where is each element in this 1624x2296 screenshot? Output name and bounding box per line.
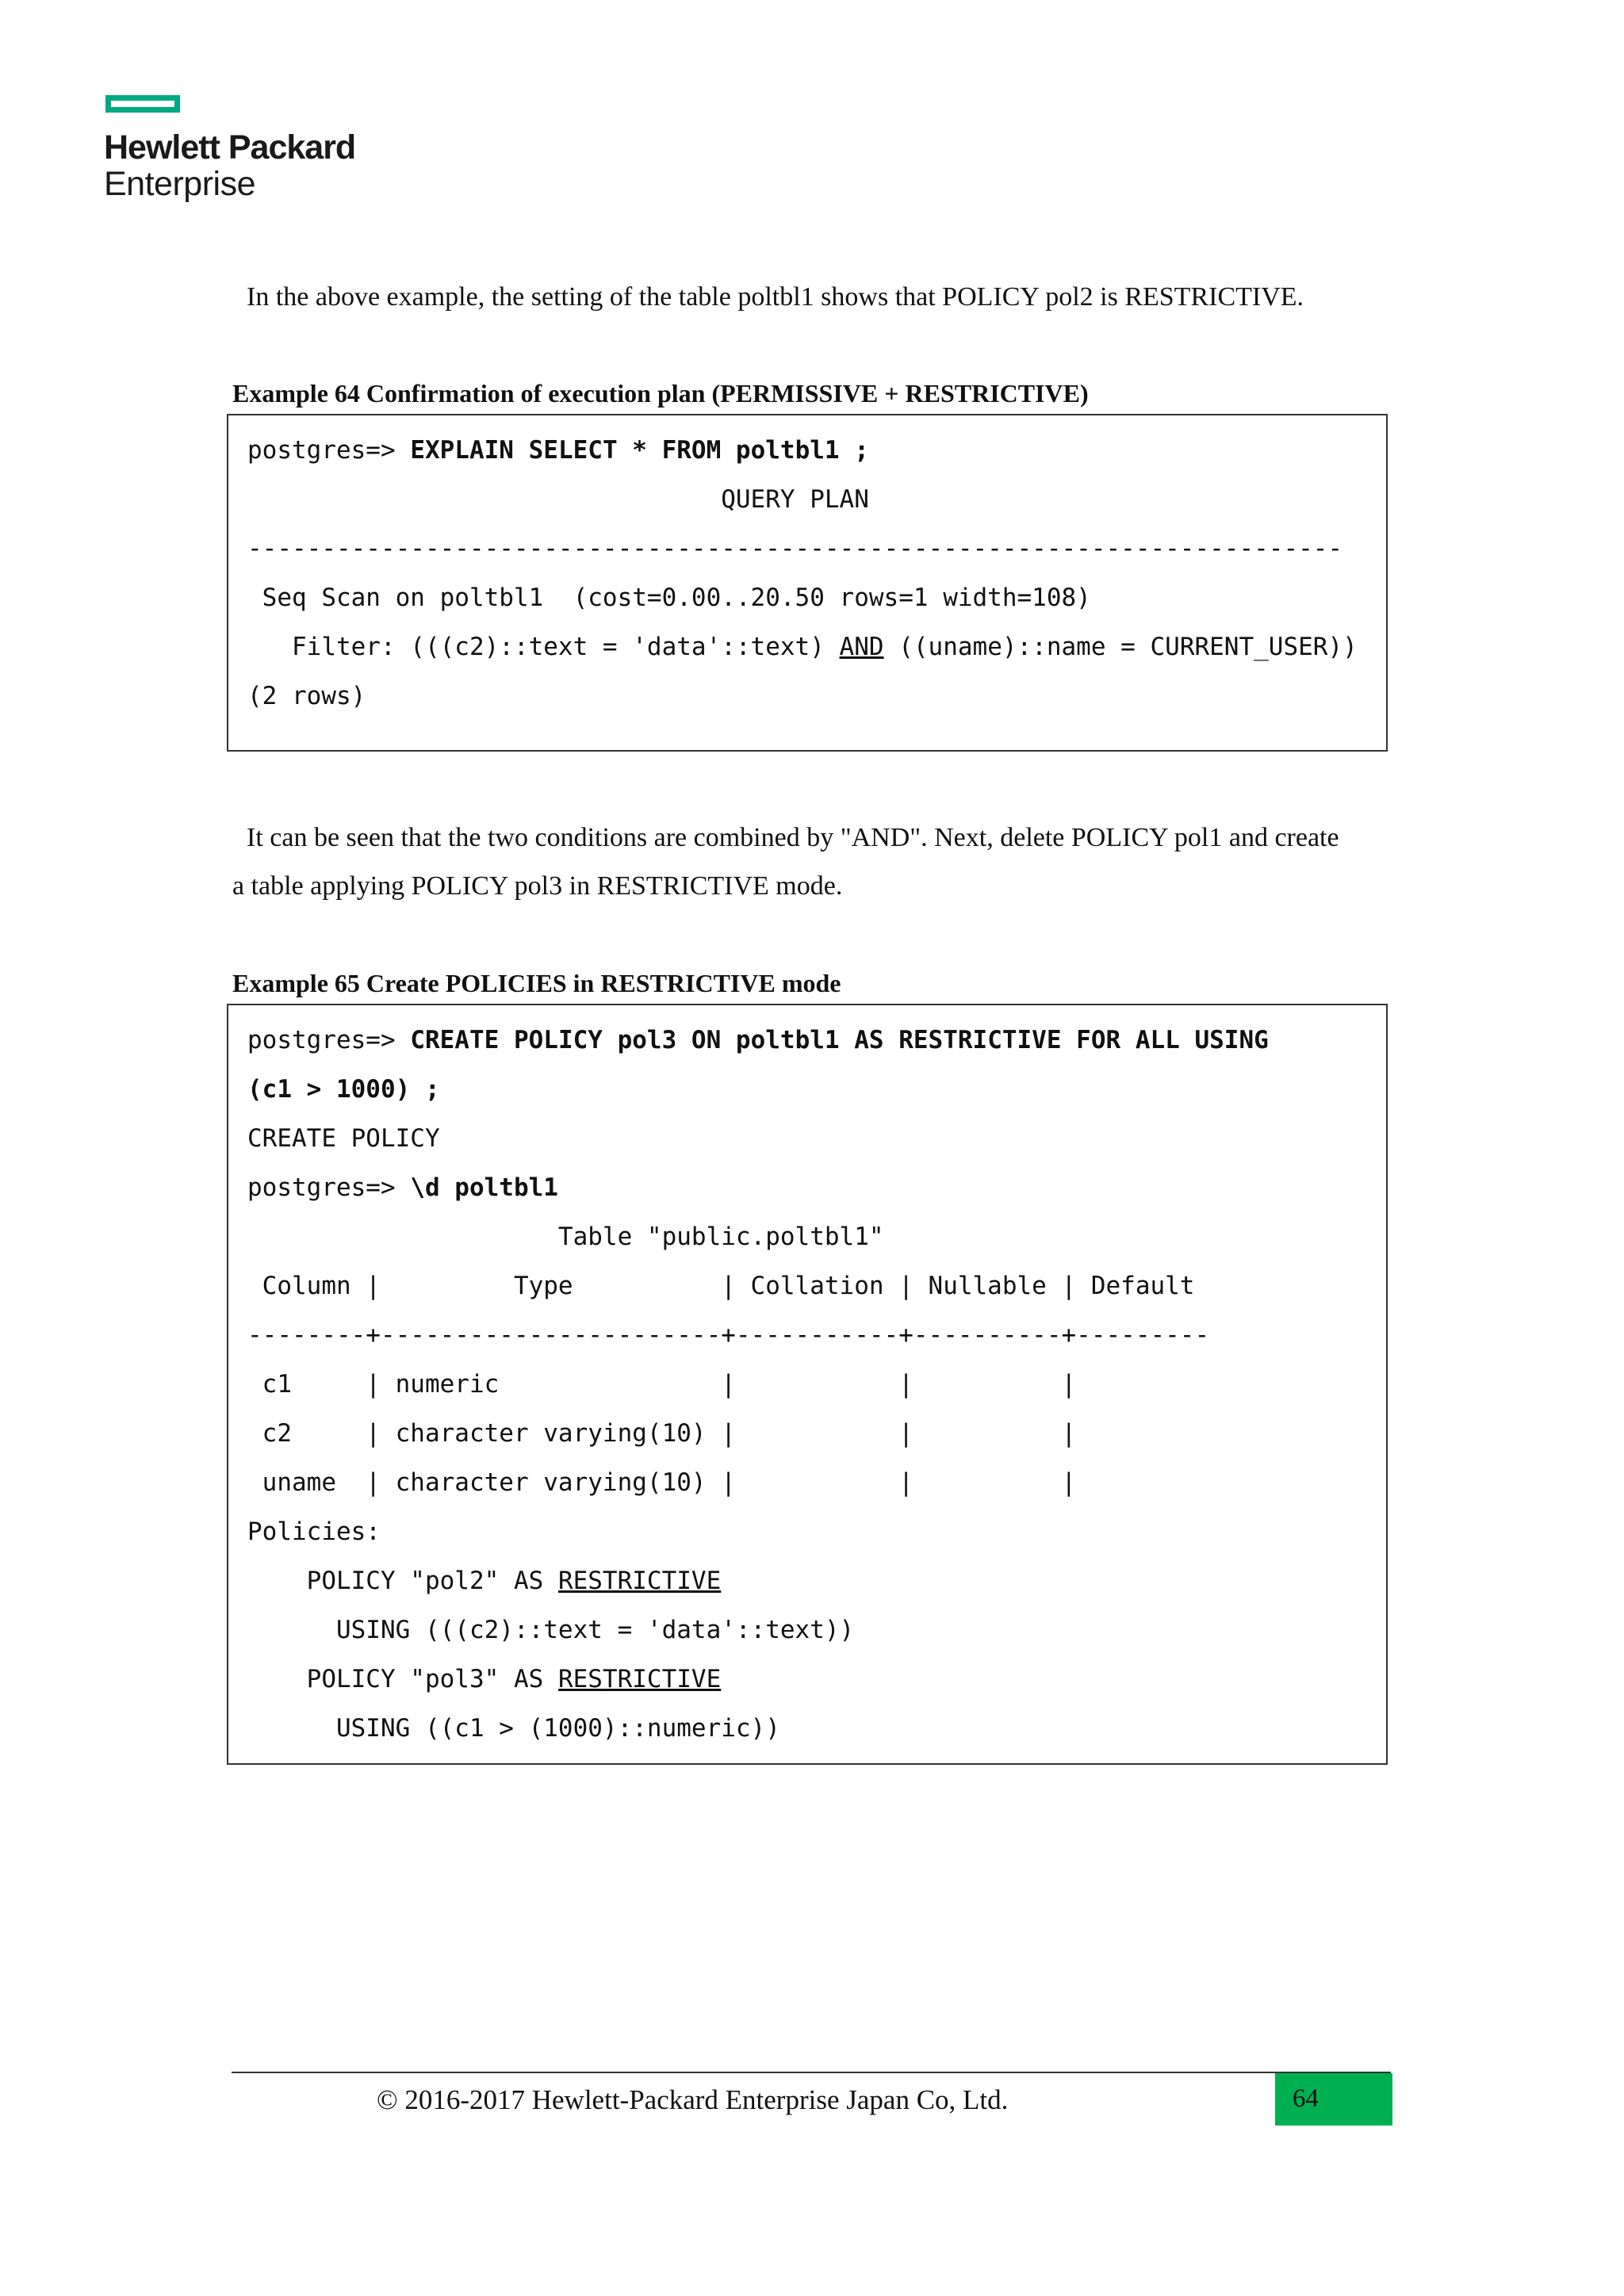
code-line: (c1 > 1000) ; bbox=[247, 1075, 440, 1104]
code-line: POLICY "pol3" AS RESTRICTIVE bbox=[247, 1665, 722, 1693]
code-line: POLICY "pol2" AS RESTRICTIVE bbox=[247, 1567, 722, 1595]
code-line: uname | character varying(10) | | | bbox=[247, 1468, 1077, 1497]
paragraph-2-line-1: It can be seen that the two conditions are combined by "AND". Next, delete POLICY pol1 and create bbox=[247, 823, 1339, 852]
example-64-caption: Example 64 Confirmation of execution plan (PERMISSIVE + RESTRICTIVE) bbox=[232, 379, 1089, 408]
code-line: postgres=> CREATE POLICY pol3 ON poltbl1 AS RESTRICTIVE FOR ALL USING bbox=[247, 1026, 1269, 1054]
example-64-code-box bbox=[227, 414, 1388, 752]
code-line: -------------------------------------------------------------------------- bbox=[247, 534, 1343, 563]
page-number: 64 bbox=[1293, 2084, 1319, 2113]
code-line: Table "public.poltbl1" bbox=[247, 1223, 884, 1251]
code-line: postgres=> \d poltbl1 bbox=[247, 1173, 558, 1202]
logo-line1: Hewlett Packard bbox=[104, 128, 356, 166]
code-line: CREATE POLICY bbox=[247, 1124, 440, 1153]
code-line: Filter: (((c2)::text = 'data'::text) AND ((uname)::name = CURRENT_USER)) bbox=[247, 633, 1358, 661]
hpe-logo-bar-icon bbox=[105, 95, 180, 113]
hpe-logo bbox=[104, 93, 366, 204]
paragraph-2-line-2: a table applying POLICY pol3 in RESTRICTIVE mode. bbox=[232, 871, 843, 901]
footer-divider bbox=[232, 2072, 1391, 2073]
code-line: USING (((c2)::text = 'data'::text)) bbox=[247, 1616, 855, 1644]
code-line: Policies: bbox=[247, 1517, 381, 1546]
logo-line2: Enterprise bbox=[104, 165, 255, 203]
code-line: c1 | numeric | | | bbox=[247, 1370, 1077, 1399]
code-line: Column | Type | Collation | Nullable | Default bbox=[247, 1272, 1195, 1300]
page-number-badge bbox=[1275, 2073, 1392, 2126]
code-line: USING ((c1 > (1000)::numeric)) bbox=[247, 1714, 780, 1743]
example-65-caption: Example 65 Create POLICIES in RESTRICTIVE mode bbox=[232, 969, 841, 997]
paragraph-1: In the above example, the setting of the table poltbl1 shows that POLICY pol2 is RESTRICTIVE. bbox=[247, 282, 1304, 312]
code-line: --------+-----------------------+-----------+----------+--------- bbox=[247, 1321, 1210, 1349]
code-line: postgres=> EXPLAIN SELECT * FROM poltbl1 ; bbox=[247, 436, 869, 465]
code-line: c2 | character varying(10) | | | bbox=[247, 1419, 1077, 1448]
code-line: Seq Scan on poltbl1 (cost=0.00..20.50 rows=1 width=108) bbox=[247, 584, 1091, 612]
example-65-code-box bbox=[227, 1004, 1388, 1765]
footer-copyright: © 2016-2017 Hewlett-Packard Enterprise Japan Co, Ltd. bbox=[377, 2084, 1009, 2115]
code-line: QUERY PLAN bbox=[247, 485, 869, 514]
code-line: (2 rows) bbox=[247, 682, 366, 710]
